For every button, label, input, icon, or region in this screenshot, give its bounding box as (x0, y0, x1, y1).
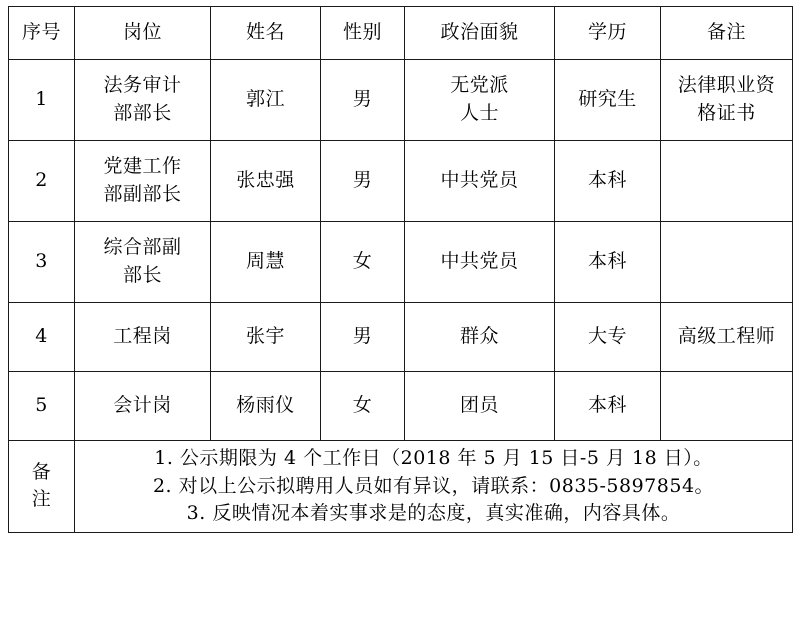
column-header-education: 学历 (555, 7, 661, 60)
cell-education: 本科 (555, 372, 661, 441)
column-header-post: 岗位 (75, 7, 211, 60)
table-row (9, 222, 793, 303)
cell-education: 大专 (555, 303, 661, 372)
cell-post (75, 60, 211, 141)
cell-index: 1 (9, 60, 75, 141)
cell-sex: 男 (321, 303, 405, 372)
cell-index: 5 (9, 372, 75, 441)
public-notice-table (8, 6, 793, 533)
cell-name: 张宇 (211, 303, 321, 372)
note-line-1: 1. 公示期限为 4 个工作日（2018 年 5 月 15 日-5 月 18 日）。 (154, 447, 713, 469)
table-row (9, 372, 793, 441)
cell-politics (405, 222, 555, 303)
cell-name: 周慧 (211, 222, 321, 303)
cell-post (75, 141, 211, 222)
cell-name: 杨雨仪 (211, 372, 321, 441)
note-line-2: 2. 对以上公示拟聘用人员如有异议，请联系：0835-5897854。 (152, 474, 715, 497)
cell-politics-line1: 中共党员 (440, 169, 519, 192)
notes-body (75, 441, 793, 533)
cell-note: 高级工程师 (661, 303, 793, 372)
cell-post-line1: 综合部副 (103, 236, 182, 259)
cell-name: 郭江 (211, 60, 321, 141)
column-header-note: 备注 (661, 7, 793, 60)
note-line-3: 3. 反映情况本着实事求是的态度，真实准确，内容具体。 (186, 502, 681, 525)
cell-sex: 女 (321, 222, 405, 303)
cell-sex: 女 (321, 372, 405, 441)
cell-post-line2: 部部长 (113, 102, 172, 124)
cell-education: 本科 (555, 222, 661, 303)
cell-politics-line2: 人士 (459, 102, 499, 124)
cell-note (661, 222, 793, 303)
cell-education: 研究生 (555, 60, 661, 141)
column-header-politics: 政治面貌 (405, 7, 555, 60)
column-header-index: 序号 (9, 7, 75, 60)
table-row (9, 141, 793, 222)
cell-note-line1: 法律职业资 (677, 74, 776, 97)
cell-note-line2: 格证书 (697, 102, 756, 124)
cell-index: 3 (9, 222, 75, 303)
cell-post-line1: 党建工作 (103, 155, 182, 178)
notes-label-char2: 注 (31, 488, 52, 511)
notes-label-char1: 备 (31, 460, 52, 483)
cell-post-line2: 部长 (122, 264, 162, 286)
cell-name: 张忠强 (211, 141, 321, 222)
cell-sex: 男 (321, 60, 405, 141)
cell-education: 本科 (555, 141, 661, 222)
cell-politics-line1: 中共党员 (440, 250, 519, 273)
cell-sex: 男 (321, 141, 405, 222)
table-row (9, 303, 793, 372)
cell-politics: 团员 (405, 372, 555, 441)
cell-post-line1: 法务审计 (103, 74, 182, 97)
cell-post: 工程岗 (75, 303, 211, 372)
cell-politics: 群众 (405, 303, 555, 372)
notes-row (9, 441, 793, 533)
cell-index: 4 (9, 303, 75, 372)
cell-note (661, 60, 793, 141)
cell-note (661, 141, 793, 222)
table-row (9, 60, 793, 141)
table-header-row (9, 7, 793, 60)
notes-label (9, 441, 75, 533)
cell-post: 会计岗 (75, 372, 211, 441)
cell-post-line2: 部副部长 (103, 183, 182, 205)
column-header-sex: 性别 (321, 7, 405, 60)
cell-post (75, 222, 211, 303)
column-header-name: 姓名 (211, 7, 321, 60)
cell-politics (405, 60, 555, 141)
cell-politics (405, 141, 555, 222)
cell-note (661, 372, 793, 441)
cell-politics-line1: 无党派 (450, 74, 509, 97)
cell-index: 2 (9, 141, 75, 222)
